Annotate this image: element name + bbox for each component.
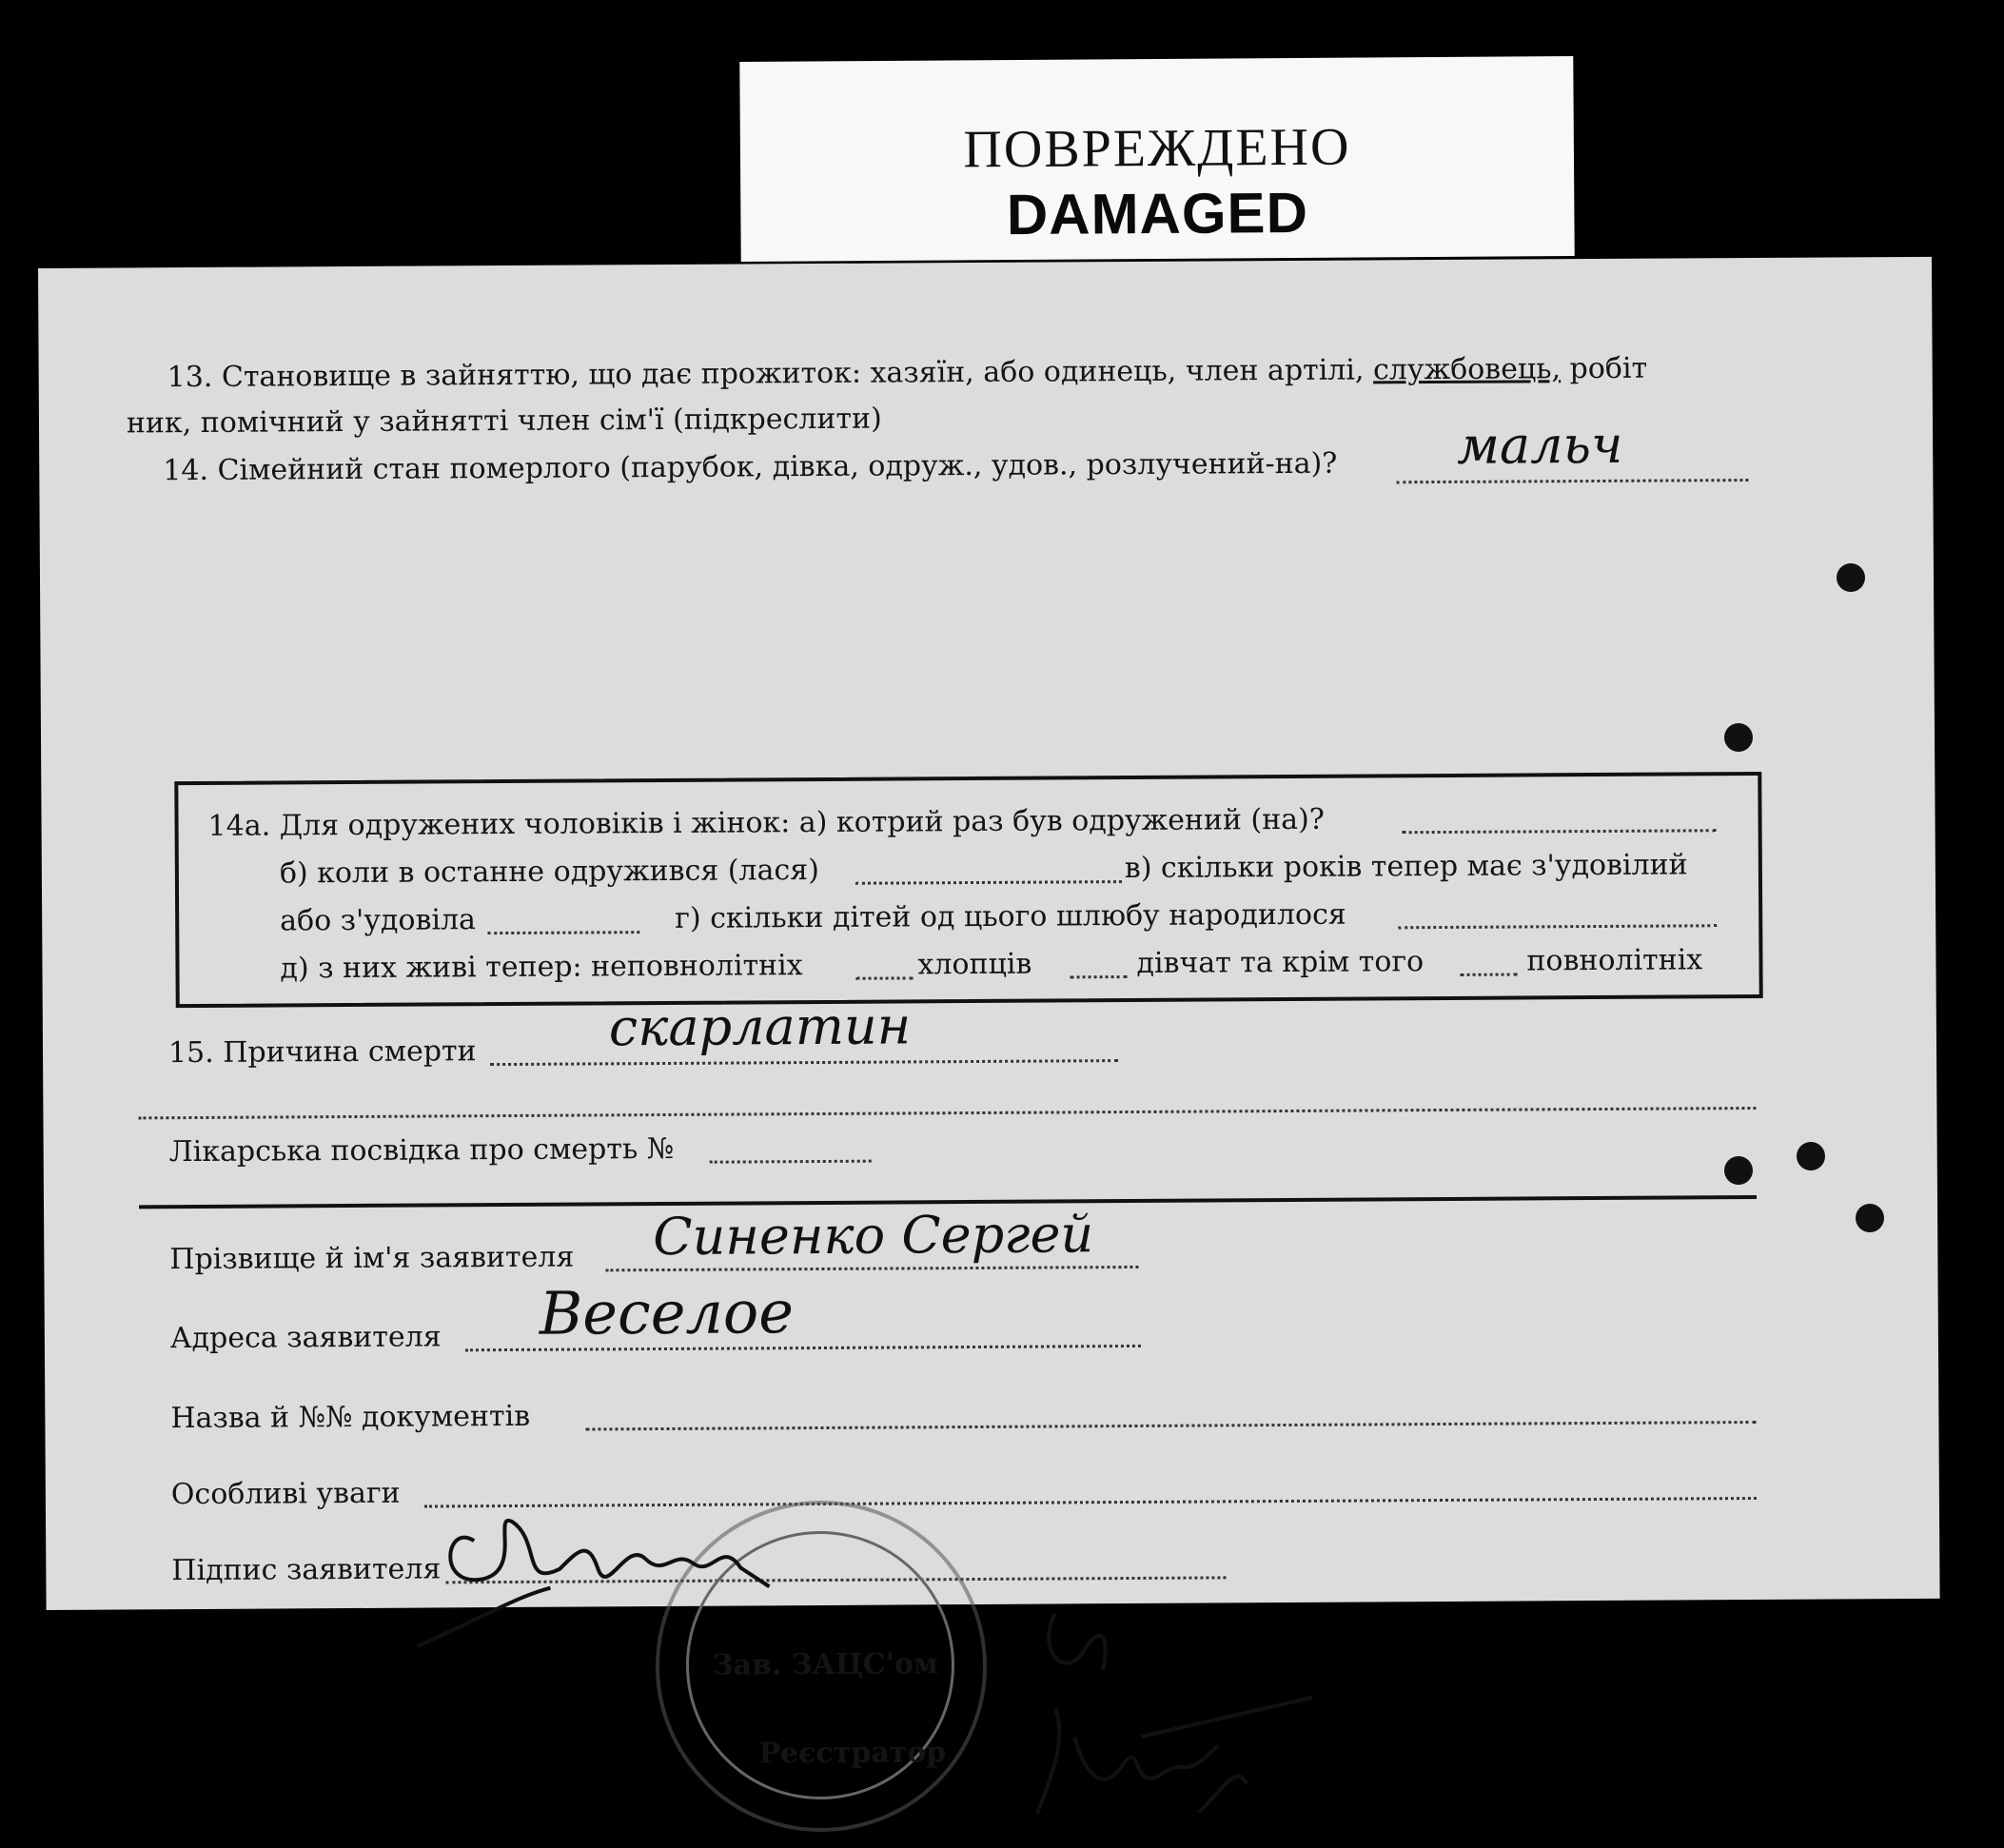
item13-line1	[167, 352, 1648, 395]
item14a-line4a: д) з них живі тепер: неповнолітніх	[280, 949, 803, 986]
item15-value: скарлатин	[608, 995, 912, 1058]
remarks-label: Особливі уваги	[170, 1476, 401, 1512]
item14a-line4d: повнолітніх	[1526, 943, 1703, 978]
item14a-line4c: дівчат та крім того	[1136, 945, 1424, 980]
documents-label: Назва й №№ документів	[170, 1399, 531, 1436]
registrar-signature	[998, 1592, 1400, 1842]
medical-field	[710, 1160, 872, 1164]
signature-label: Підпис заявителя	[171, 1552, 442, 1588]
head-label: Зав. ЗАЦС'ом	[712, 1647, 939, 1682]
form-sheet	[38, 257, 1940, 1771]
punch-hole	[1724, 1156, 1753, 1185]
applicant-name-value: Синенко Сергей	[653, 1204, 1094, 1268]
item14a-line2a: б) коли в останне одружився (лася)	[279, 853, 819, 891]
item14a-field-g	[1461, 973, 1518, 976]
item14-field	[1396, 479, 1748, 483]
applicant-signature	[407, 1481, 903, 1655]
applicant-address-value: Веселое	[539, 1277, 795, 1348]
punch-hole	[1797, 1142, 1825, 1170]
punch-hole	[1724, 723, 1753, 752]
item14a-line3a: або з'удовіла	[280, 903, 477, 938]
applicant-name-field	[605, 1266, 1138, 1271]
item14a-line1: 14а. Для одружених чоловіків і жінок: а) котрий раз був одружений (на)?	[207, 802, 1325, 843]
damaged-tab	[739, 56, 1574, 262]
item14a-field-f	[1071, 975, 1128, 978]
item14a-line4b: хлопців	[917, 947, 1032, 982]
registrar-label: Реєстратор	[758, 1736, 947, 1771]
item15-field-2	[138, 1107, 1756, 1119]
damaged-label-ua: ПОВРЕЖДЕНО	[963, 117, 1351, 180]
punch-hole	[1856, 1204, 1884, 1232]
item14-value: мальч	[1456, 414, 1623, 476]
item13-line2: ник, помічний у зайнятті член сім'ї (підкреслити)	[126, 402, 882, 441]
punch-hole	[1837, 563, 1865, 592]
medical-label: Лікарська посвідка про смерть №	[168, 1131, 675, 1170]
damaged-label-en: DAMAGED	[1006, 180, 1309, 247]
item13-underlined: службовець,	[1372, 352, 1562, 387]
item13-prefix: 13. Становище в зайняттю, що дає прожиток: хазяїн, або одинець, член артілі,	[167, 353, 1365, 395]
item15-label: 15. Причина смерти	[167, 1034, 477, 1071]
item15-field	[490, 1059, 1118, 1066]
item14-label: 14. Сімейний стан померлого (парубок, дівка, одруж., удов., розлучений-на)?	[163, 446, 1338, 488]
applicant-name-label: Прізвище й ім'я заявителя	[169, 1240, 575, 1277]
item13-suffix: робіт	[1569, 351, 1648, 386]
item14a-line3b: г) скільки дітей од цього шлюбу народилося	[675, 897, 1346, 935]
applicant-address-label: Адреса заявителя	[169, 1320, 442, 1356]
item14a-field-e	[856, 976, 914, 979]
documents-field	[585, 1421, 1756, 1431]
item14a-line2b: в) скільки років тепер має з'удовілий	[1124, 848, 1688, 886]
